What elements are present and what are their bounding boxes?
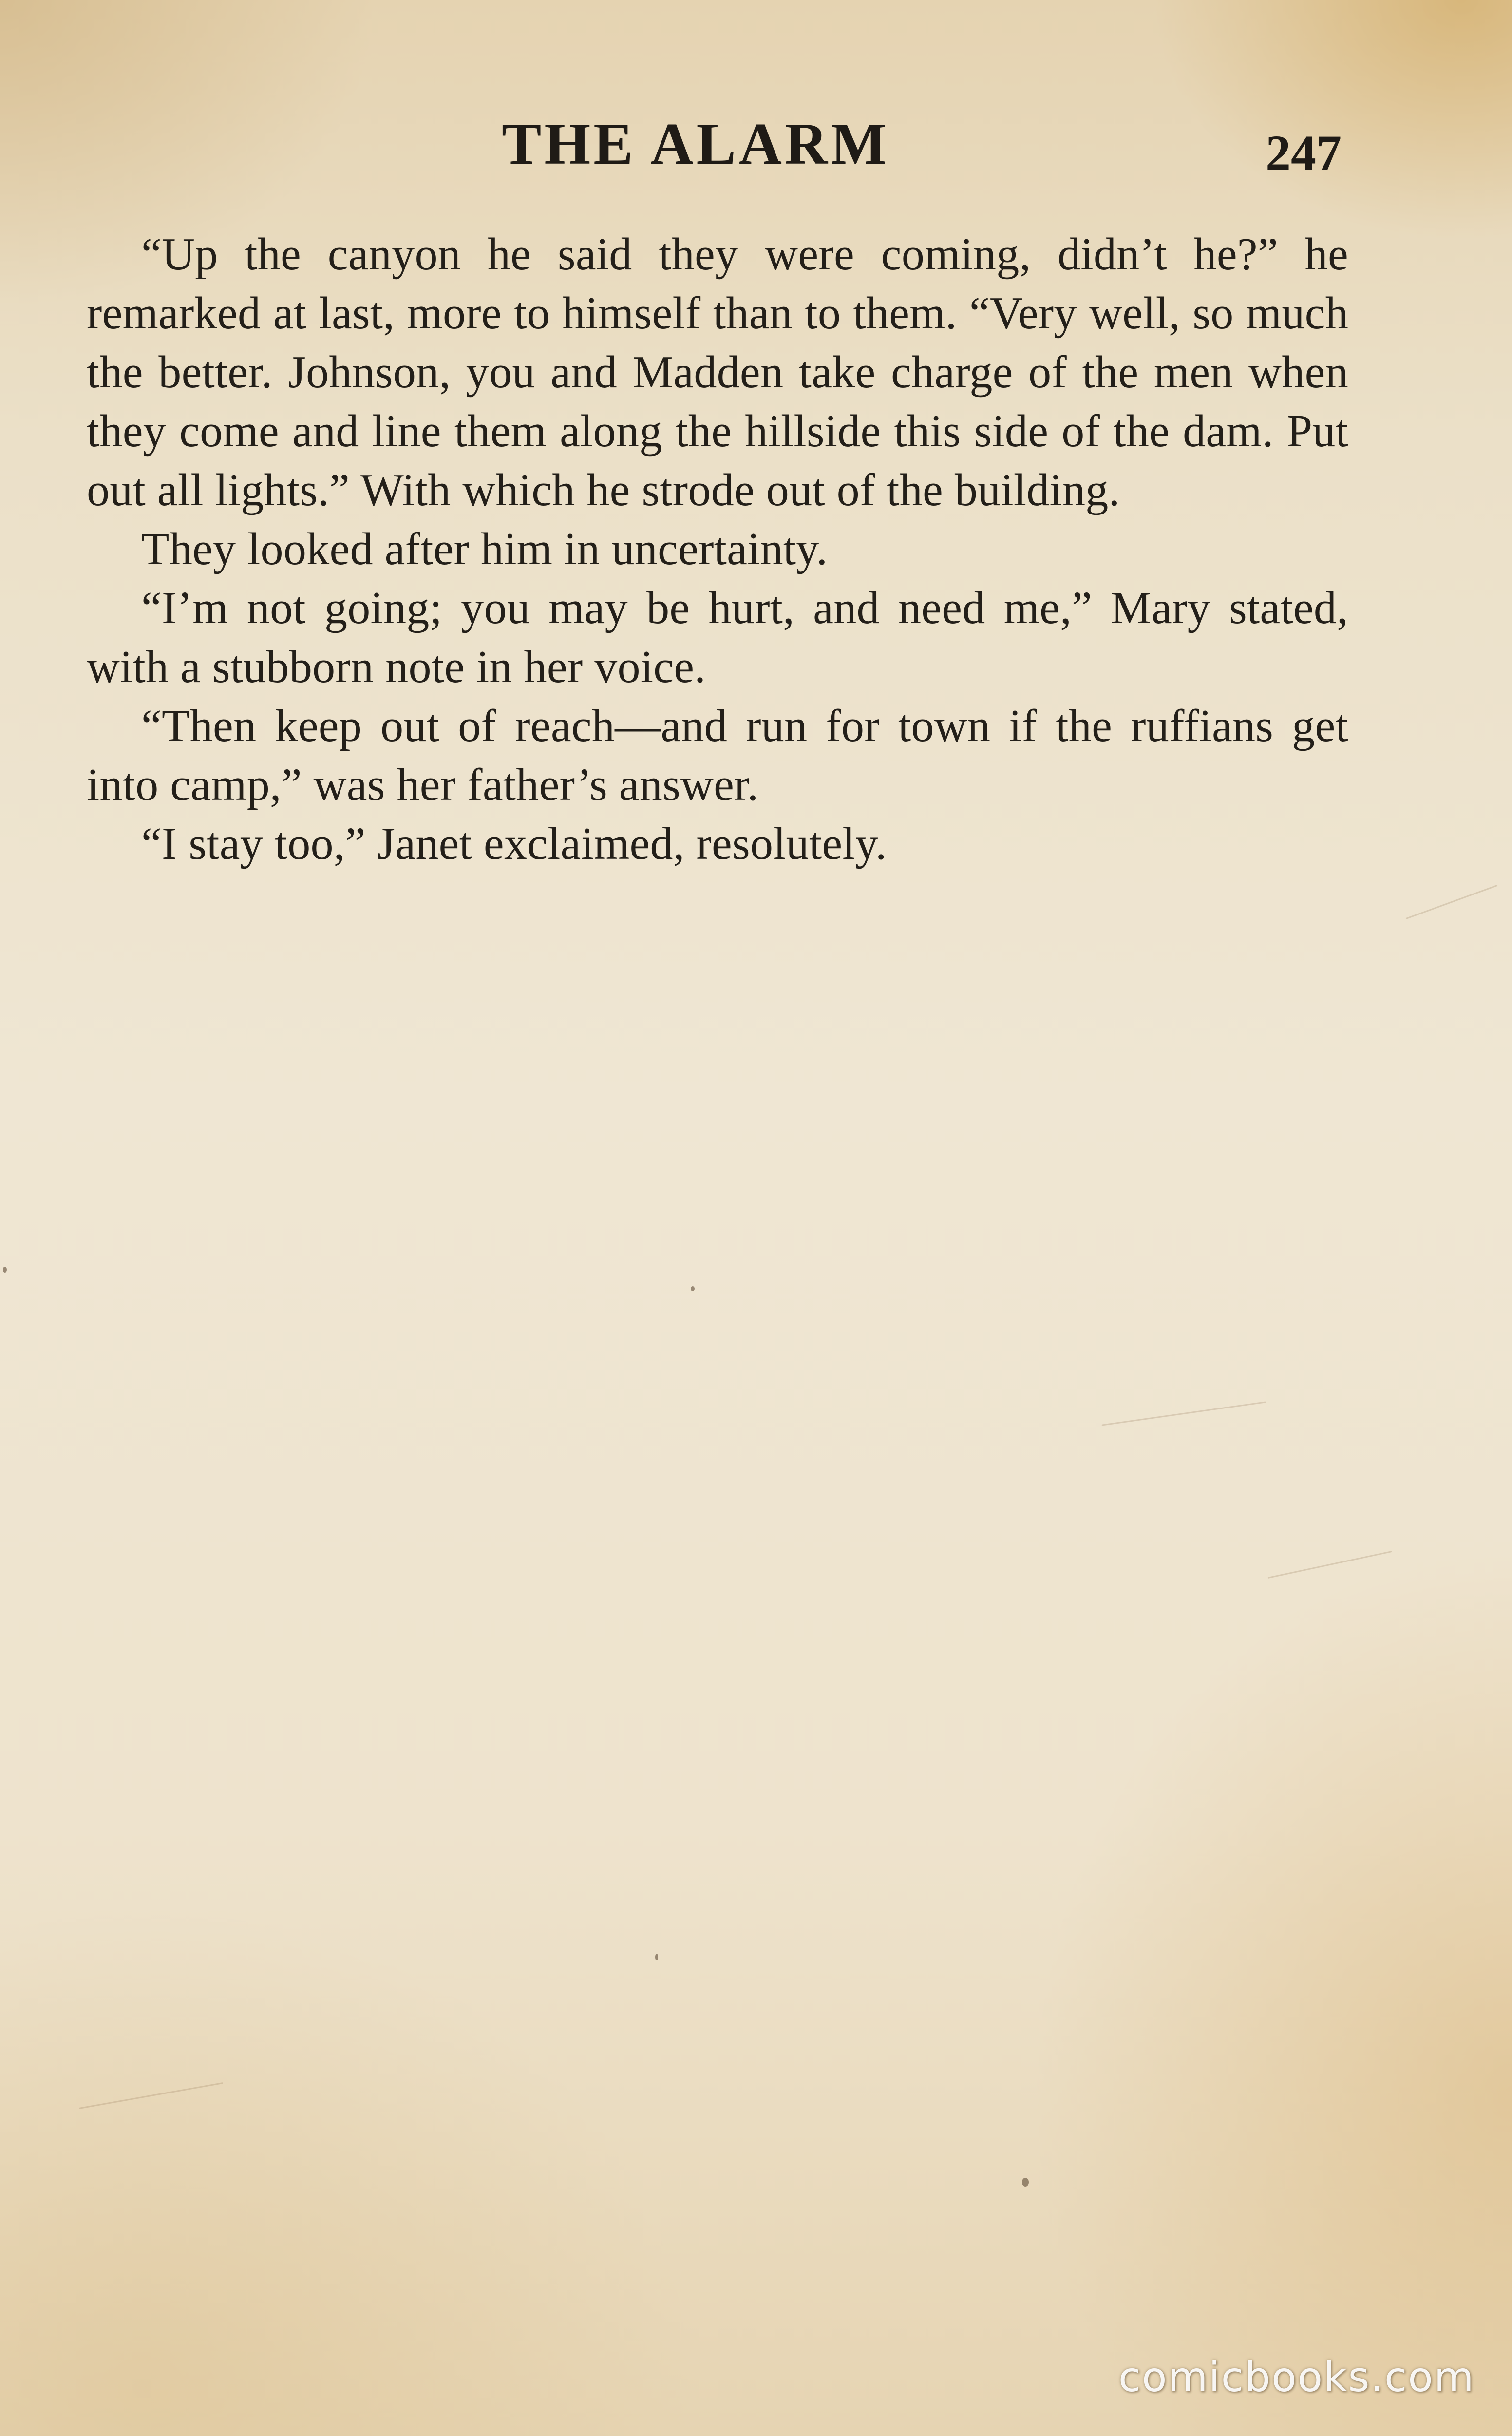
running-head [0, 0, 1512, 205]
paper-speck [691, 1286, 695, 1291]
paper-speck [3, 1267, 7, 1273]
paper-crease [1406, 885, 1498, 919]
paper-speck [1022, 2178, 1029, 2187]
paper-crease [1268, 1551, 1392, 1579]
body-text [87, 225, 1348, 874]
paragraph: “Up the canyon he said they were coming, didn’t he?” he remarked at last, more to himself than to them. “Very well, so much the better. Johnson, you and Madden take charge of the men when they come and line them along the hillside this side of the dam. Put out all lights.” With which he strode out of the building. [87, 229, 1348, 515]
paragraph: “I stay too,” Janet exclaimed, resolutely. [141, 818, 887, 869]
paper-speck [655, 1954, 658, 1960]
chapter-title: THE ALARM [502, 111, 890, 177]
paragraph: They looked after him in uncertainty. [141, 524, 828, 574]
site-watermark: comicbooks.com [1118, 2353, 1475, 2401]
paper-crease [1101, 1401, 1266, 1426]
paragraph: “Then keep out of reach—and run for town if the ruffians get into camp,” was her father’s answer. [87, 701, 1348, 810]
page-number: 247 [1266, 125, 1342, 181]
paper-crease [79, 2082, 223, 2109]
paragraph: “I’m not going; you may be hurt, and need me,” Mary stated, with a stubborn note in her voice. [87, 583, 1348, 692]
